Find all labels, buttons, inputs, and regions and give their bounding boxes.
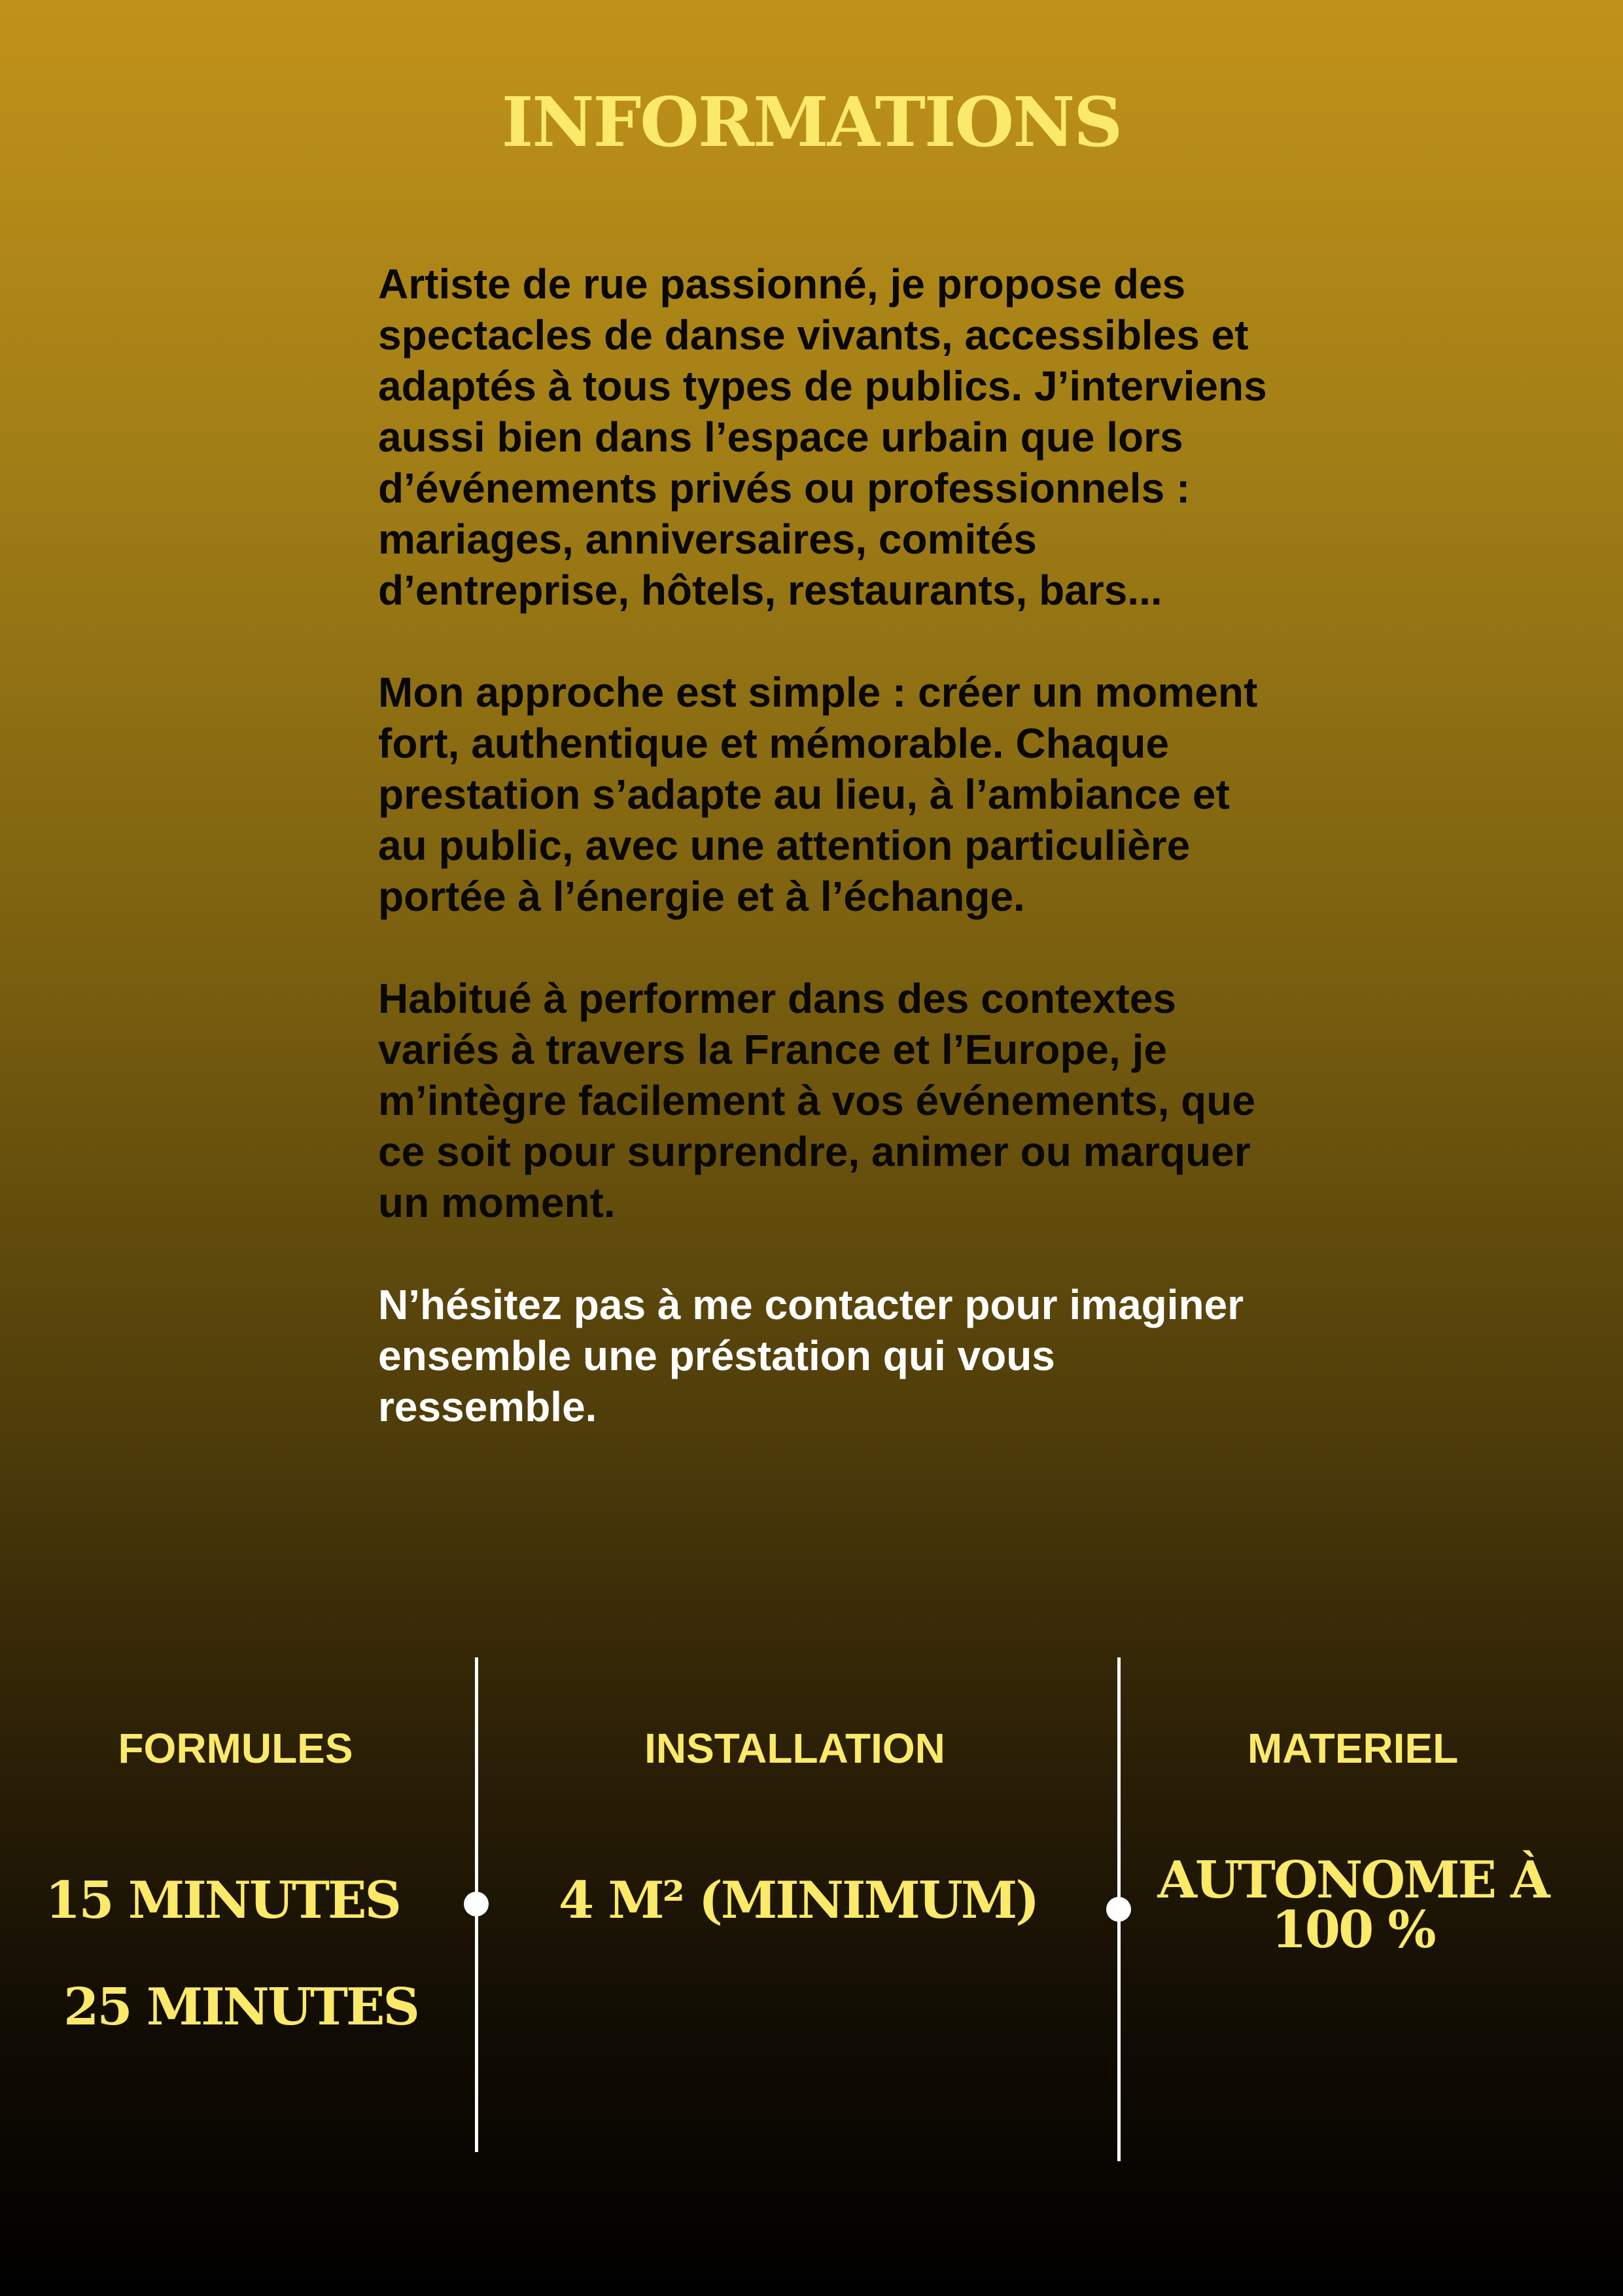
- installation-value: 4 M² (MINIMUM): [558, 1871, 1038, 1930]
- formules-value-25: 25 MINUTES: [63, 1977, 418, 2037]
- formules-value-15: 15 MINUTES: [45, 1871, 400, 1930]
- paragraph-contact: N’hésitez pas à me contacter pour imaginer ensemble une préstation qui vous ressemble.: [378, 1281, 1244, 1430]
- paragraph-intro: Artiste de rue passionné, je propose des spectacles de danse vivants, accessibles et adaptés à tous types de publics. J’interviens aussi bien dans l’espace urbain que lors d’événements privés ou professionnels : mariages, anniversaires, comités d’entreprise, hôtels, restaurants, bars...: [378, 260, 1267, 614]
- formules-heading: FORMULES: [118, 1725, 353, 1772]
- paragraph-approach: Mon approche est simple : créer un moment fort, authentique et mémorable. Chaque prestation s’adapte au lieu, à l’ambiance et au public, avec une attention particulière portée à l’énergie et à l’échange.: [378, 669, 1258, 920]
- intro-text-block: [378, 258, 1268, 1483]
- divider-left-dot: [464, 1892, 489, 1916]
- materiel-heading: MATERIEL: [1247, 1725, 1459, 1772]
- page-title: INFORMATIONS: [501, 82, 1122, 162]
- installation-heading: INSTALLATION: [644, 1725, 945, 1772]
- divider-right-dot: [1106, 1897, 1131, 1922]
- materiel-value-line2: 100 %: [1271, 1900, 1435, 1960]
- materiel-value-line1: AUTONOME À: [1157, 1850, 1548, 1910]
- paragraph-experience: Habitué à performer dans des contextes variés à travers la France et l’Europe, je m’intègre facilement à vos événements, que ce soit pour surprendre, animer ou marquer un moment.: [378, 975, 1255, 1226]
